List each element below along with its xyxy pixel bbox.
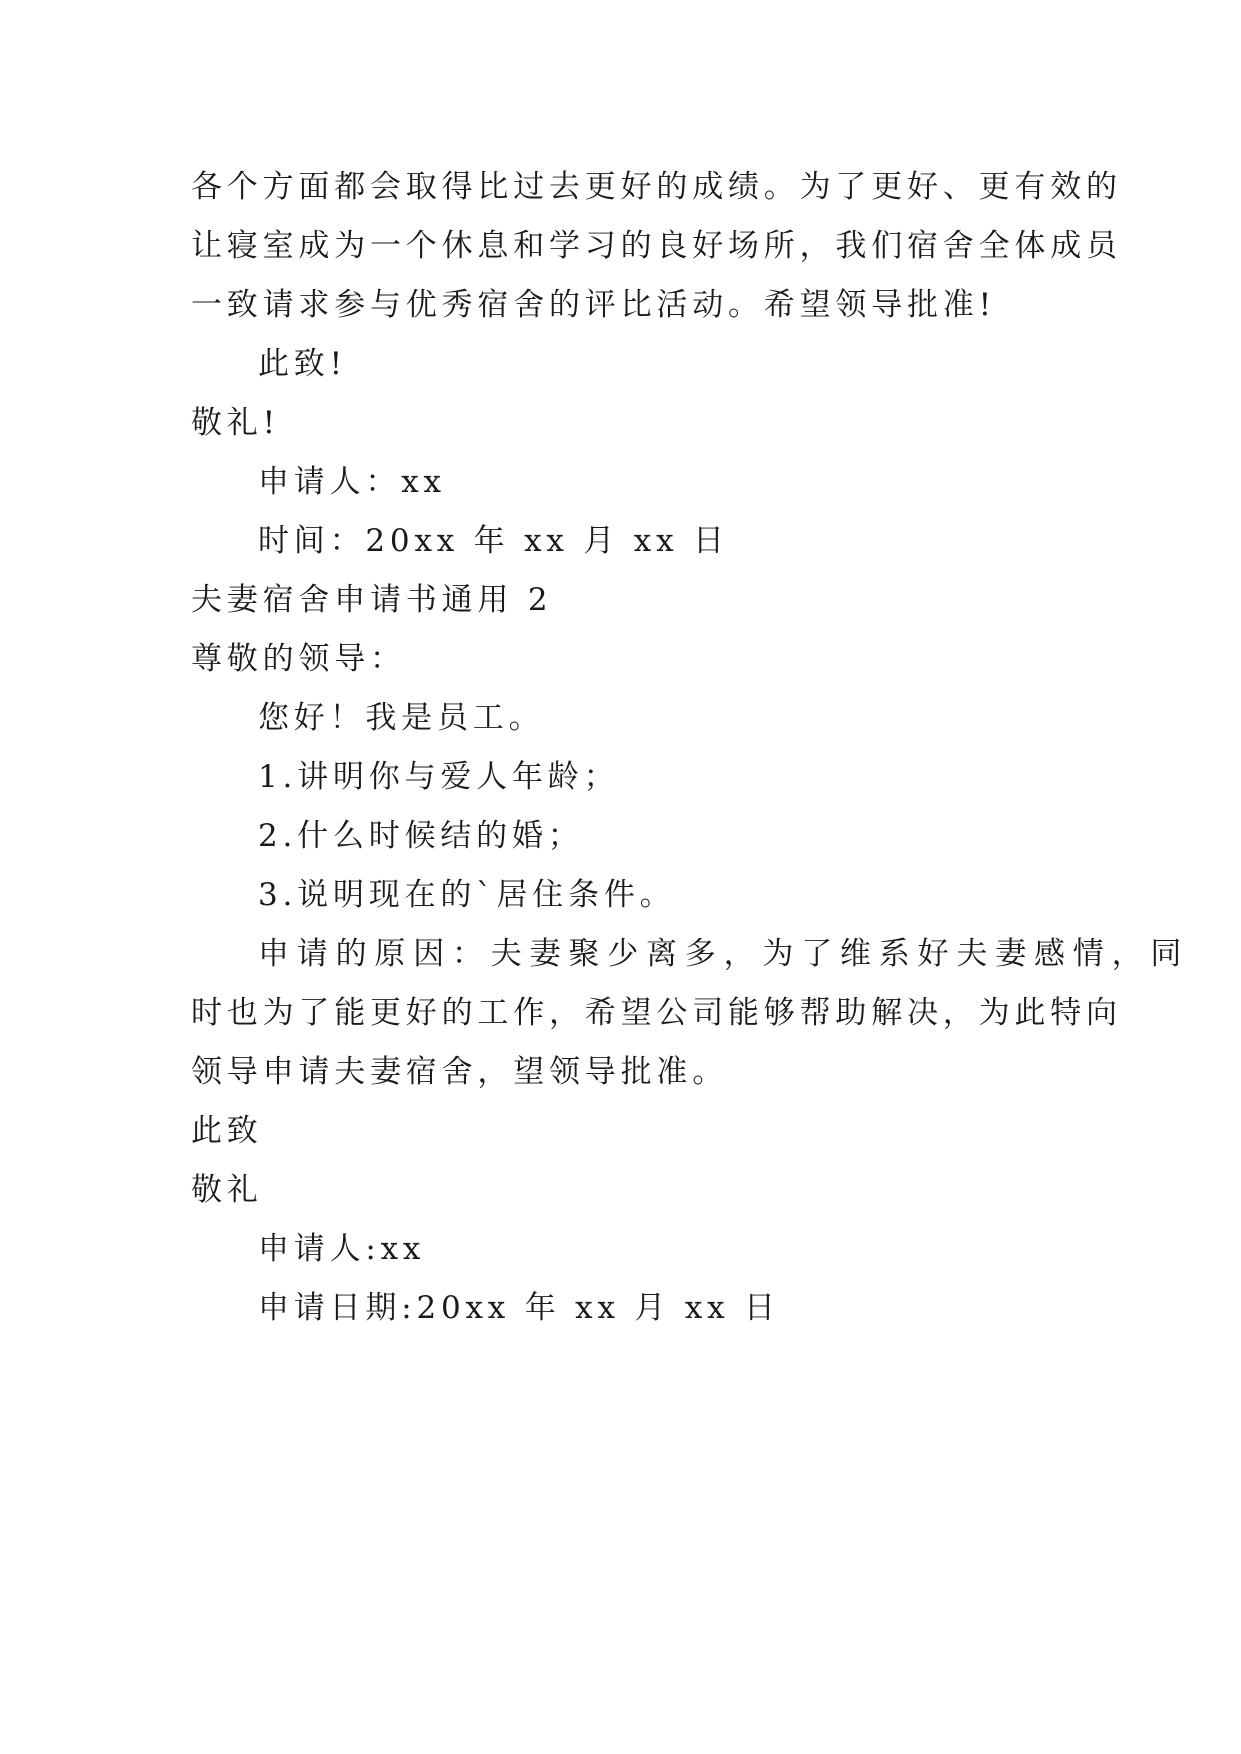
closing-salutation: 此致	[191, 1113, 263, 1149]
list-item: 2.什么时候结的婚；	[258, 818, 584, 854]
opening-line: 您好！我是员工。	[258, 700, 545, 736]
body-paragraph-line: 让寝室成为一个休息和学习的良好场所，我们宿舍全体成员	[191, 228, 1122, 264]
date-line: 时间：20xx 年 xx 月 xx 日	[258, 523, 729, 559]
list-item: 3.说明现在的`居住条件。	[258, 877, 676, 913]
reason-paragraph-line: 申请的原因：夫妻聚少离多，为了维系好夫妻感情，同	[258, 936, 1190, 972]
closing-salutation: 此致!	[258, 346, 347, 382]
applicant-line: 申请人：xx	[258, 464, 446, 500]
document-body	[191, 158, 1190, 1338]
list-item: 1.讲明你与爱人年龄；	[258, 759, 620, 795]
closing-regards: 敬礼!	[191, 405, 280, 441]
body-paragraph-line: 各个方面都会取得比过去更好的成绩。为了更好、更有效的	[191, 169, 1122, 205]
reason-paragraph-line: 领导申请夫妻宿舍，望领导批准。	[191, 1054, 728, 1090]
reason-paragraph-line: 时也为了能更好的工作，希望公司能够帮助解决，为此特向	[191, 995, 1122, 1031]
closing-regards: 敬礼	[191, 1172, 263, 1208]
greeting-line: 尊敬的领导：	[191, 641, 406, 677]
body-paragraph-line: 一致请求参与优秀宿舍的评比活动。希望领导批准!	[191, 287, 996, 323]
applicant-line: 申请人:xx	[258, 1231, 426, 1267]
application-date-line: 申请日期:20xx 年 xx 月 xx 日	[258, 1290, 780, 1326]
section-title: 夫妻宿舍申请书通用 2	[191, 582, 553, 618]
